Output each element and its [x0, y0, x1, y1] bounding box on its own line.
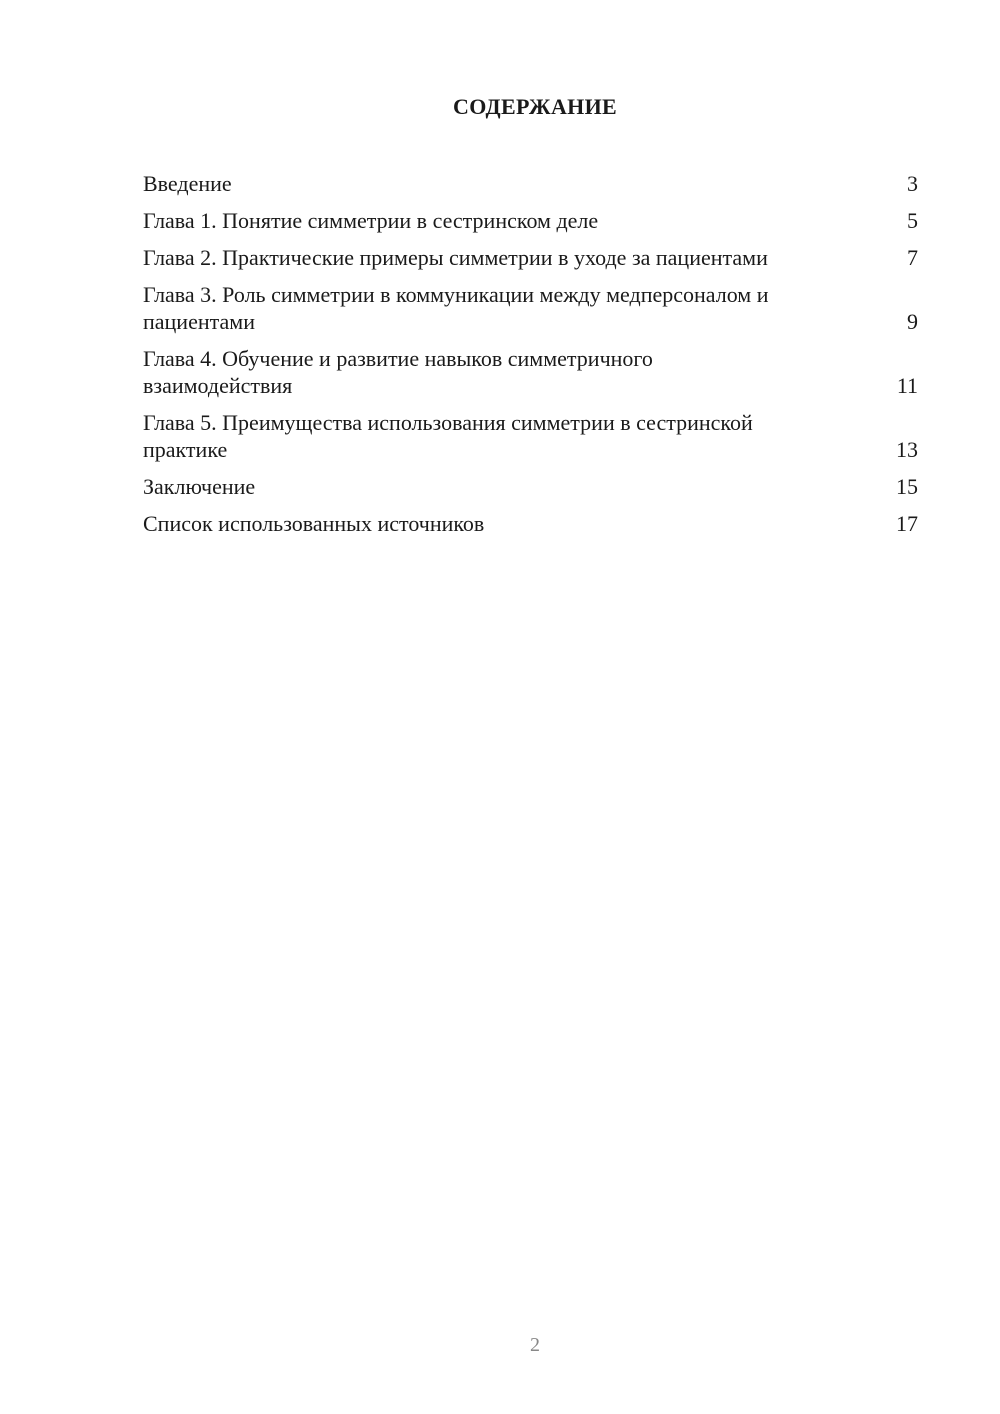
toc-entry-chapter-1: [143, 207, 918, 234]
page-number: 2: [530, 1334, 540, 1356]
toc-entry-page: 11: [896, 373, 918, 398]
toc-entry-page: 17: [896, 511, 918, 536]
toc-entry-chapter-3: [143, 281, 918, 335]
page-title: СОДЕРЖАНИЕ: [453, 94, 617, 119]
toc-entry-chapter-2: [143, 244, 918, 271]
toc-entry-label: Глава 1. Понятие симметрии в сестринском деле: [143, 208, 599, 233]
toc-entry-page: 3: [907, 171, 918, 196]
toc-entry-chapter-4: [143, 345, 918, 399]
toc-entry-page: 13: [896, 437, 918, 462]
toc-entry-label: Глава 2. Практические примеры симметрии в уходе за пациентами: [143, 245, 768, 270]
toc-entry-label: Глава 3. Роль симметрии в коммуникации между медперсоналом и пациентами: [143, 282, 769, 334]
toc-entry-introduction: [143, 170, 918, 197]
toc-entry-references: [143, 510, 918, 537]
toc-entry-chapter-5: [143, 409, 918, 463]
toc-entry-label: Список использованных источников: [143, 511, 485, 536]
toc-entry-label: Глава 4. Обучение и развитие навыков симметричного взаимодействия: [143, 346, 653, 398]
toc-entry-conclusion: [143, 473, 918, 500]
toc-entry-page: 15: [896, 474, 918, 499]
toc-entry-label: Заключение: [143, 474, 256, 499]
toc-entry-page: 9: [907, 309, 918, 334]
toc-entry-page: 7: [907, 245, 918, 270]
table-of-contents: [143, 170, 918, 547]
toc-entry-label: Глава 5. Преимущества использования симметрии в сестринской практике: [143, 410, 753, 462]
toc-entry-page: 5: [907, 208, 918, 233]
toc-entry-label: Введение: [143, 171, 232, 196]
